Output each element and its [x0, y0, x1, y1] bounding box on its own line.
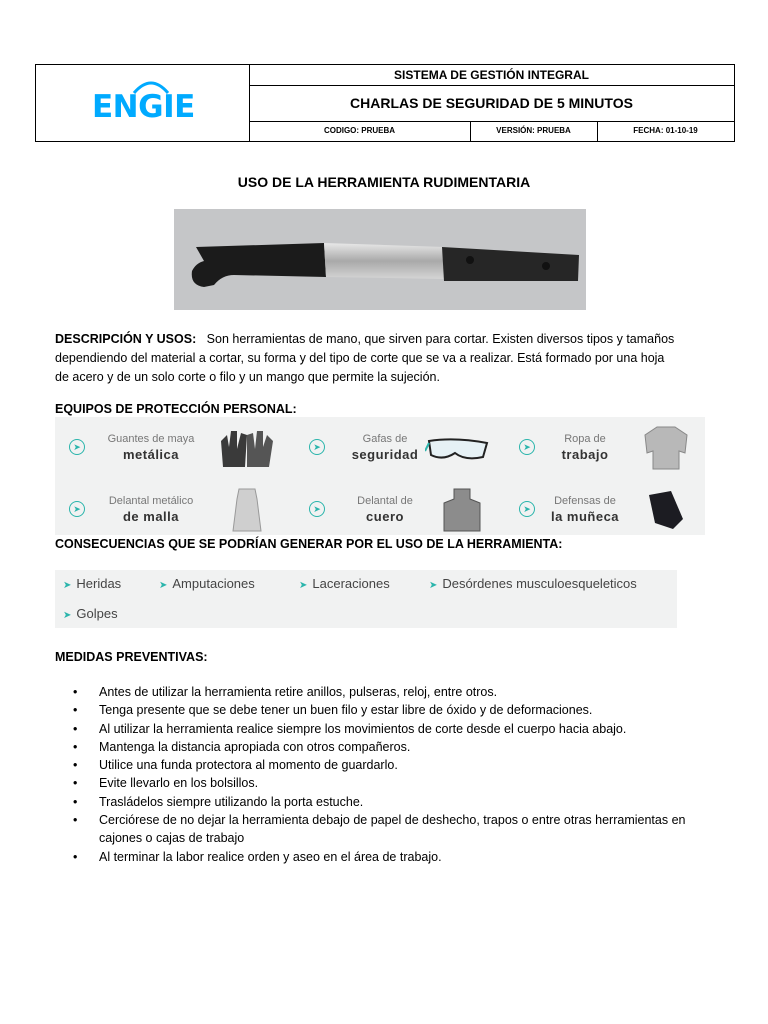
epp-heading: EQUIPOS DE PROTECCIÓN PERSONAL:	[55, 402, 297, 416]
date-cell: FECHA: 01-10-19	[633, 126, 698, 135]
epp-item-wrist-guards	[505, 483, 705, 535]
knife-icon	[174, 209, 586, 310]
consequence-item: ➤ Amputaciones	[159, 576, 255, 591]
arrow-icon: ➤	[299, 580, 308, 591]
epp-label-1: Ropa de	[564, 433, 606, 445]
logo-text: ENGIE	[92, 89, 195, 125]
list-item: • Antes de utilizar la herramienta retire anillos, pulseras, reloj, entre otros.	[55, 683, 715, 701]
leather-apron-icon	[440, 487, 484, 533]
list-item: • Al terminar la labor realice orden y aseo en el área de trabajo.	[55, 848, 715, 866]
check-icon: ➤	[69, 501, 85, 517]
document-header	[35, 64, 735, 142]
epp-item-mesh-apron	[55, 483, 255, 535]
knife-photo	[174, 209, 586, 310]
check-icon: ➤	[519, 439, 535, 455]
epp-item-goggles	[295, 421, 495, 473]
check-icon: ➤	[309, 501, 325, 517]
epp-label-1: Delantal de	[357, 495, 413, 507]
check-icon: ➤	[309, 439, 325, 455]
description-line-1	[55, 330, 705, 349]
list-item: • Tenga presente que se debe tener un buen filo y estar libre de óxido y de deformaciones.	[55, 701, 715, 719]
list-item: • Cerciórese de no dejar la herramienta debajo de papel de deshecho, trapos o entre otras herramientas en cajones o cajas de trabajo	[55, 811, 715, 848]
engie-logo	[92, 83, 212, 123]
epp-label-1: Delantal metálico	[108, 495, 194, 507]
talk-title: CHARLAS DE SEGURIDAD DE 5 MINUTOS	[249, 85, 734, 122]
epp-label-2: metálica	[122, 447, 180, 462]
epp-item-leather-apron	[295, 483, 495, 535]
wrist-guard-icon	[643, 489, 687, 531]
gloves-icon	[217, 427, 275, 471]
list-item: • Mantenga la distancia apropiada con otros compañeros.	[55, 738, 715, 756]
epp-label-2: trabajo	[561, 447, 609, 462]
logo-cell	[36, 65, 250, 141]
epp-label-1: Gafas de	[362, 433, 408, 445]
check-icon: ➤	[519, 501, 535, 517]
check-icon: ➤	[69, 439, 85, 455]
epp-label-2: seguridad	[351, 447, 419, 462]
consequences-heading: CONSECUENCIAS QUE SE PODRÍAN GENERAR POR EL USO DE LA HERRAMIENTA:	[55, 537, 563, 551]
version-cell: VERSIÓN: PRUEBA	[470, 121, 598, 141]
list-item: • Al utilizar la herramienta realice siempre los movimientos de corte desde el cuerpo hacia abajo.	[55, 720, 715, 738]
arrow-icon: ➤	[63, 610, 72, 621]
epp-panel	[55, 417, 705, 535]
mesh-apron-icon	[229, 487, 265, 533]
code-cell: CODIGO: PRUEBA	[249, 121, 471, 141]
arrow-icon: ➤	[63, 580, 72, 591]
preventive-list	[55, 683, 715, 866]
consequences-panel	[55, 570, 677, 628]
epp-label-2: de malla	[122, 509, 180, 524]
epp-label-2: cuero	[366, 509, 404, 524]
consequence-item: ➤ Golpes	[63, 606, 118, 621]
list-item: • Evite llevarlo en los bolsillos.	[55, 774, 715, 792]
list-item: • Trasládelos siempre utilizando la porta estuche.	[55, 793, 715, 811]
arrow-icon: ➤	[429, 580, 438, 591]
document-title: USO DE LA HERRAMIENTA RUDIMENTARIA	[237, 174, 531, 190]
list-item: • Utilice una funda protectora al momento de guardarlo.	[55, 756, 715, 774]
epp-item-workwear	[505, 421, 705, 473]
workwear-icon	[641, 425, 691, 471]
goggles-icon	[425, 433, 491, 465]
consequence-item: ➤ Laceraciones	[299, 576, 390, 591]
epp-item-gloves	[55, 421, 255, 473]
arrow-icon: ➤	[159, 580, 168, 591]
preventive-heading: MEDIDAS PREVENTIVAS:	[55, 650, 208, 664]
description-text-1: Son herramientas de mano, que sirven para cortar. Existen diversos tipos y tamaños	[206, 332, 675, 346]
description-label: DESCRIPCIÓN Y USOS:	[55, 332, 197, 346]
consequence-item: ➤ Heridas	[63, 576, 122, 591]
epp-label-2: la muñeca	[550, 509, 620, 524]
description-line-2: dependiendo del material a cortar, su forma y del tipo de corte que se va a realizar. Está formado por una hoja	[55, 351, 665, 365]
epp-label-1: Guantes de maya	[107, 433, 195, 445]
system-title: SISTEMA DE GESTIÓN INTEGRAL	[249, 65, 734, 86]
description-line-3: de acero y de un solo corte o filo y un mango que permite la sujeción.	[55, 370, 440, 384]
consequence-item: ➤ Desórdenes musculoesqueleticos	[429, 576, 637, 591]
epp-label-1: Defensas de	[554, 495, 616, 507]
header-meta-row	[249, 121, 734, 141]
